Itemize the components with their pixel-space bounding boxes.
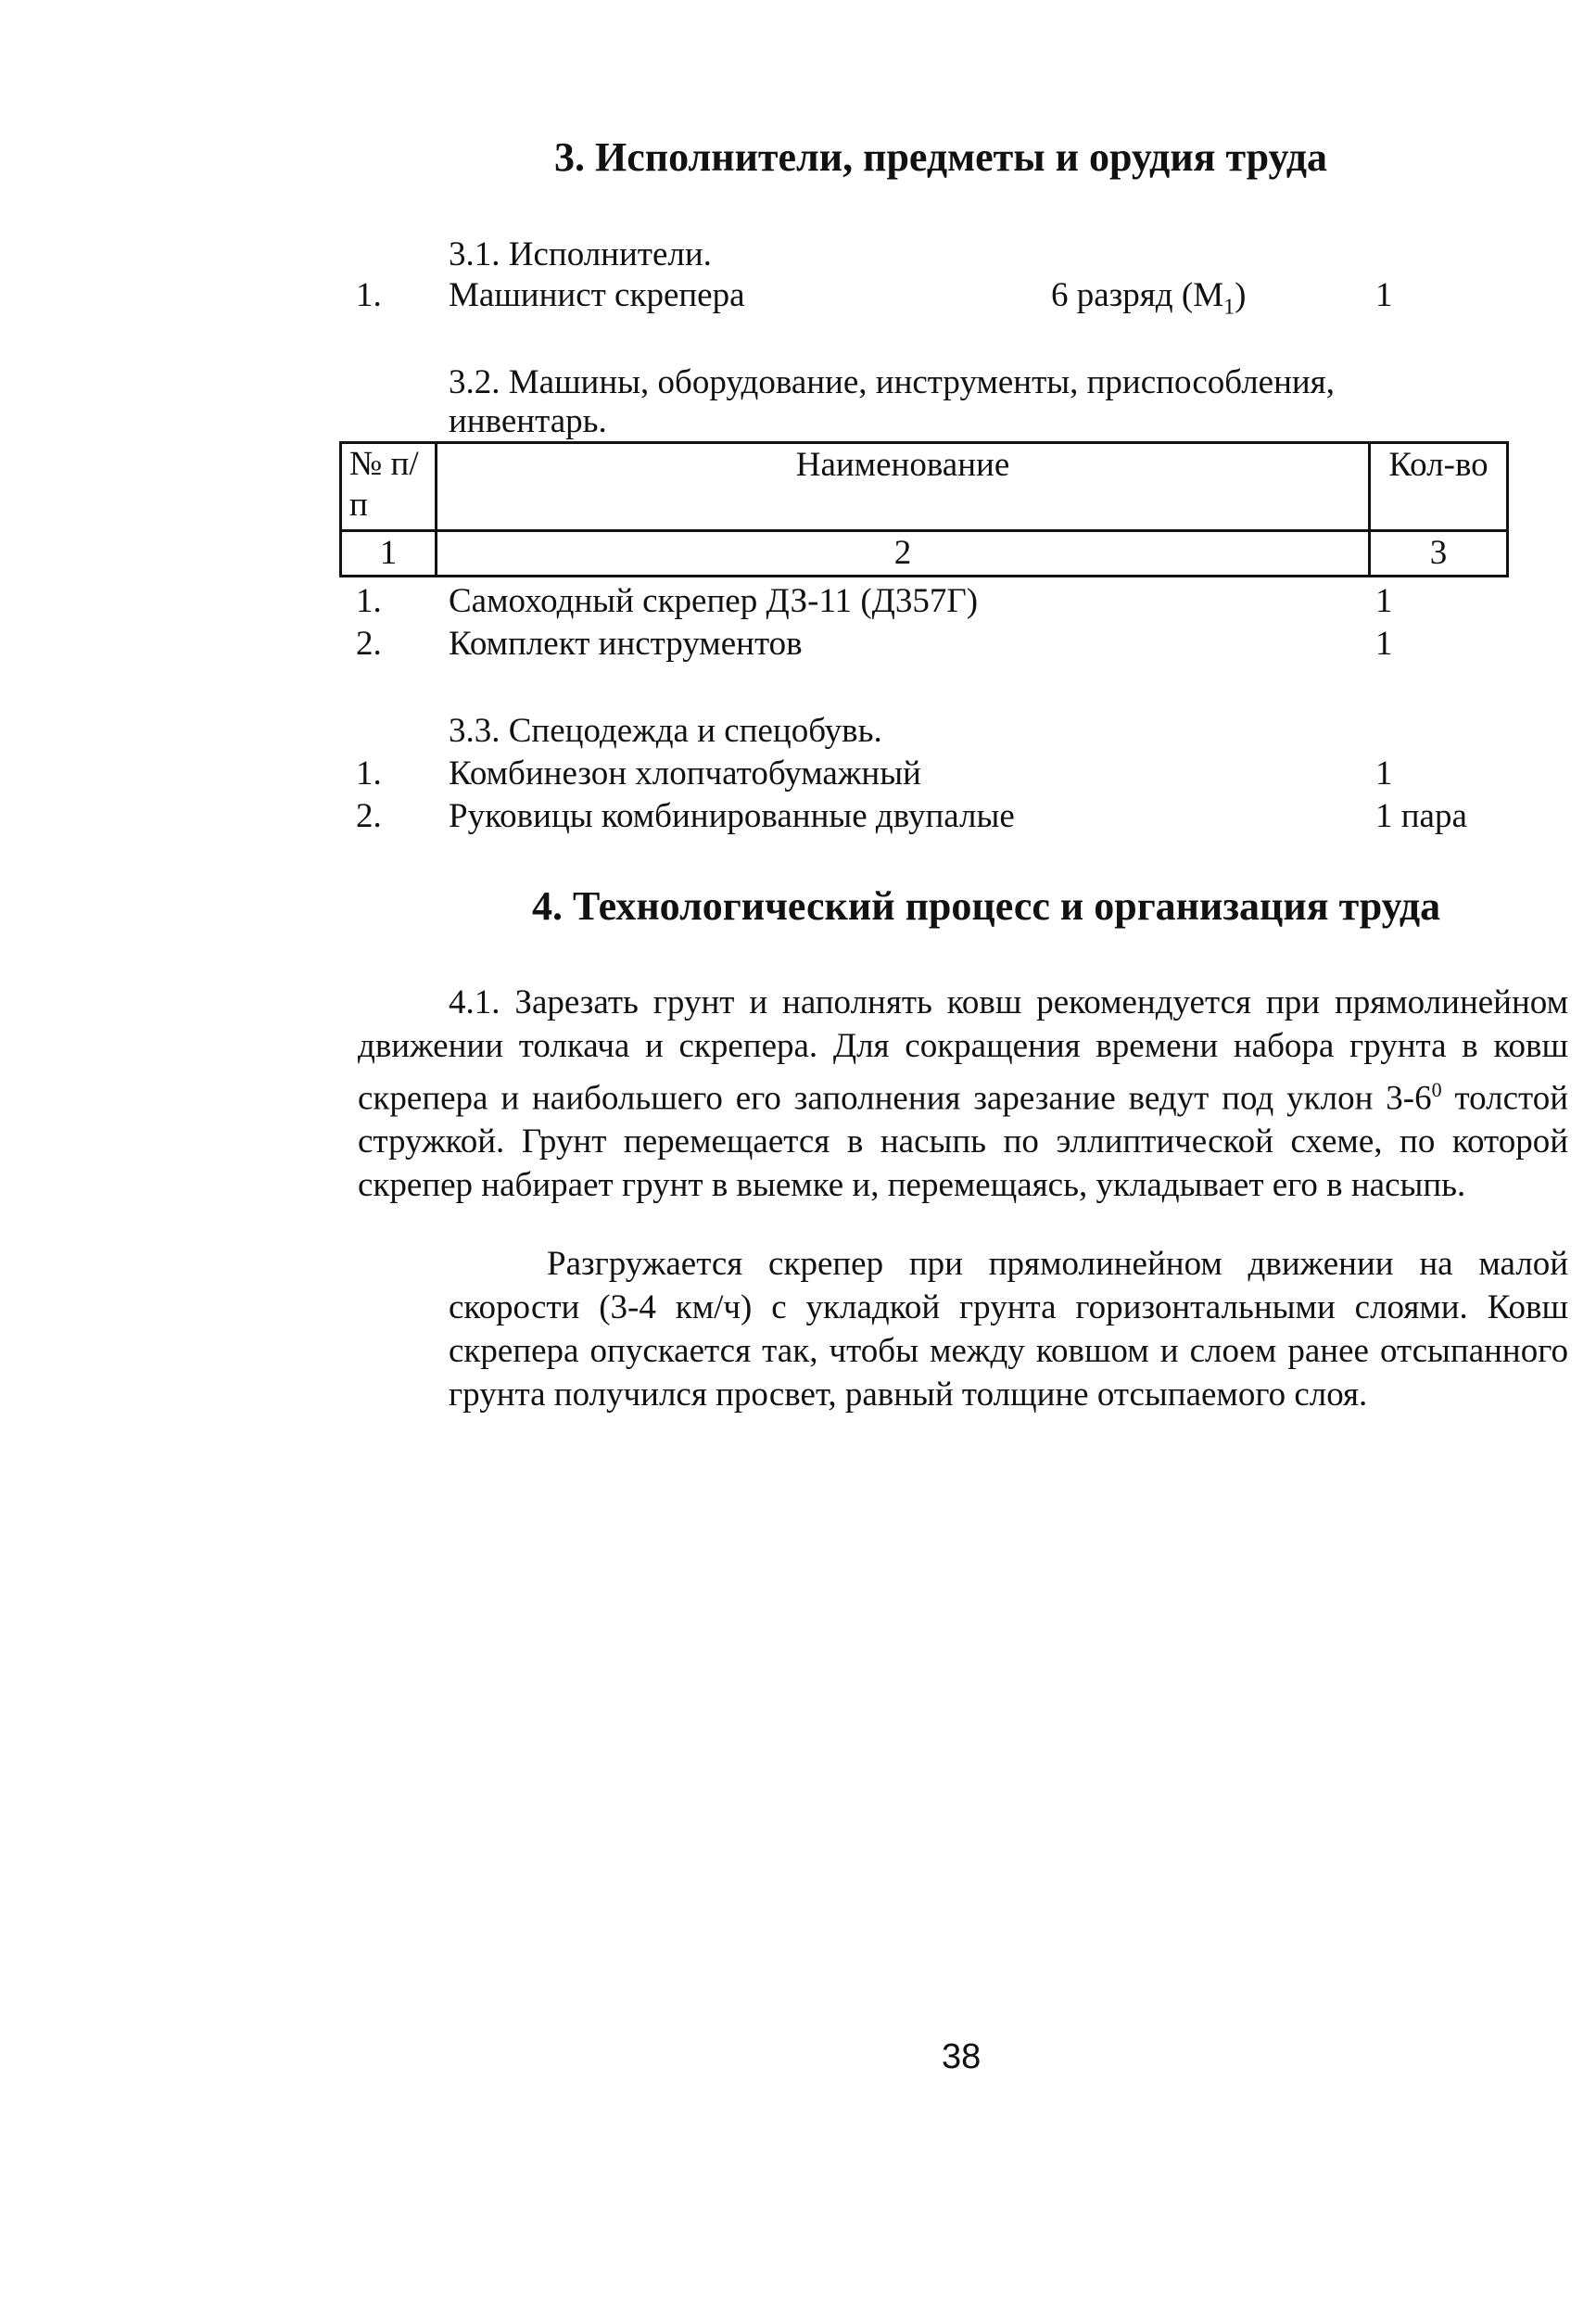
paragraph-4-1 [358,981,1568,1207]
grade-close: ) [1235,276,1247,314]
performers-heading: 3.1. Исполнители. [449,235,712,273]
performer-qty: 1 [1375,276,1393,314]
machines-table [339,441,1509,577]
col-number-3: 3 [1370,531,1508,577]
machine-qty: 1 [1375,582,1393,620]
paragraph-text-cont: толстой стружкой. Грунт перемещается в насыпь по эллиптической схеме, по которой скрепер набирает грунт в выемке и, перемещаясь, укладывает его в насыпь. [358,1079,1569,1205]
clothing-name: Руковицы комбинированные двупалые [449,797,1015,835]
section-3-title: 3. Исполнители, предметы и орудия труда [554,134,1328,180]
grade-text: 6 разряд (М [1051,276,1224,314]
header-name: Наименование [437,443,1370,531]
degree-superscript: 0 [1431,1078,1442,1101]
clothing-name: Комбинезон хлопчатобумажный [449,755,921,793]
paragraph-text: 4.1. Зарезать грунт и наполнять ковш рекомендуется при прямолинейном движении толкача и скрепера. Для сокращения времени набора грунта в ковш скрепера и наибольшего его заполнения зарезание ведут под уклон 3-6 [358,983,1568,1118]
machines-heading-cont: инвентарь. [449,402,607,440]
col-number-2: 2 [437,531,1370,577]
clothing-qty: 1 [1375,755,1393,793]
section-4-title: 4. Технологический процесс и организация труда [532,883,1441,929]
row-number: 2. [356,797,382,835]
paragraph-text: Разгружается скрепер при прямолинейном движении на малой скорости (3-4 км/ч) с укладкой грунта горизонтальными слоями. Ковш скрепера опускается так, чтобы между ковшом и слоем ранее отсыпанного грунта получился просвет, равный толщине отсыпаемого слоя. [449,1245,1568,1414]
performer-name: Машинист скрепера [449,276,745,314]
clothing-heading: 3.3. Спецодежда и спецобувь. [449,712,882,750]
machine-name: Комплект инструментов [449,625,803,663]
column-number-row [341,531,1508,577]
machine-name: Самоходный скрепер ДЗ-11 (Д357Г) [449,582,979,620]
machine-qty: 1 [1375,625,1393,663]
row-number: 1. [356,582,382,620]
paragraph-unloading [449,1242,1568,1416]
row-number: 1. [356,276,382,314]
grade-subscript: 1 [1223,295,1235,320]
col-number-1: 1 [341,531,437,577]
performer-grade [1051,274,1246,328]
row-number: 1. [356,755,382,793]
row-number: 2. [356,625,382,663]
clothing-qty: 1 пара [1375,797,1467,835]
table-header-row [341,443,1508,531]
page-number: 38 [942,2037,982,2076]
header-qty: Кол-во [1370,443,1508,531]
machines-heading: 3.2. Машины, оборудование, инструменты, приспособления, [449,363,1335,401]
header-no: № п/п [341,443,437,531]
